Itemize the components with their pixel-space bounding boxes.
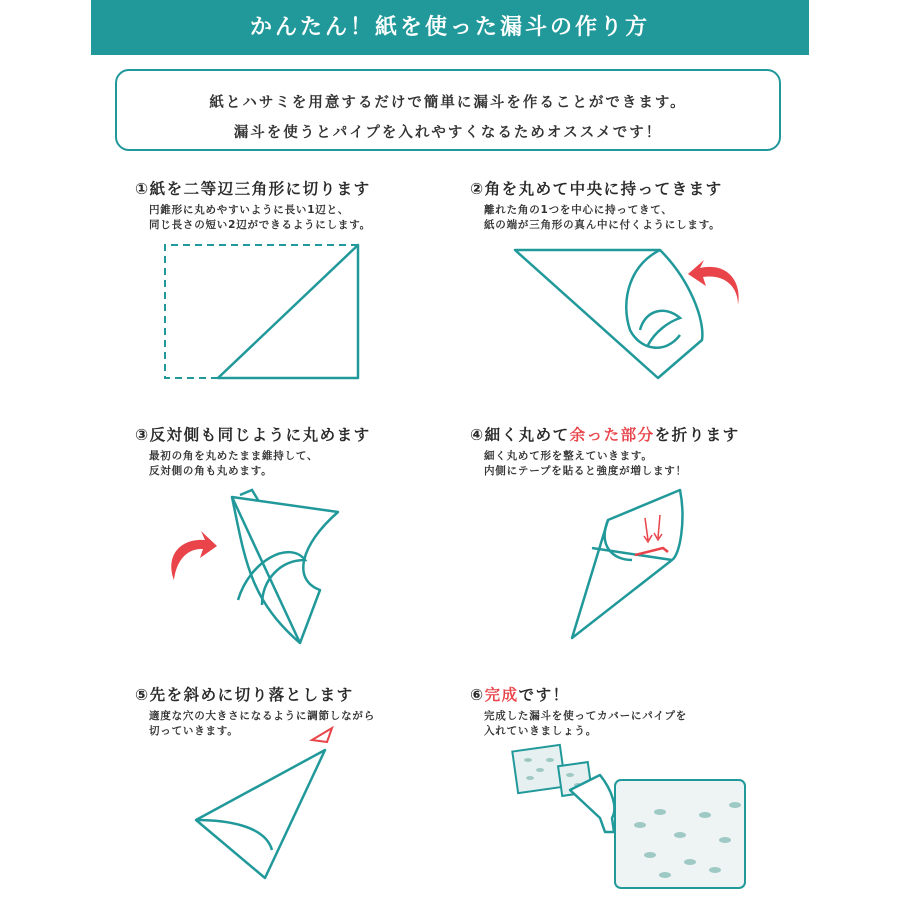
step-1-desc-line-1: 円錐形に丸めやすいように長い1辺と、 [149,204,350,216]
step-2-desc-line-2: 紙の端が三角形の真ん中に付くようにします。 [484,219,721,231]
step-6-desc-line-1: 完成した漏斗を使ってカバーにパイプを [484,710,688,722]
step-5-desc-line-2: 切っていきます。 [149,725,239,737]
step-5-title: ⑤先を斜めに切り落とします [135,686,354,704]
step-4-title-highlight: 余った部分 [569,426,655,444]
step-1-desc-line-2: 同じ長さの短い2辺ができるようにします。 [149,219,371,231]
intro-line-1: 紙とハサミを用意するだけで簡単に漏斗を作ることができます。 [209,95,687,111]
step-2-desc-line-1: 離れた角の1つを中心に持ってきて、 [484,204,673,216]
step-6-desc-line-2: 入れていきましょう。 [484,725,597,737]
step-6-title-suffix: です！ [518,686,570,704]
step-3-title: ③反対側も同じように丸めます [135,426,371,444]
step-1-title: ①紙を二等辺三角形に切ります [135,180,371,198]
step-4-title-suffix: を折ります [654,426,740,444]
step-6-title-highlight: 完成 [484,686,519,704]
step-4-desc-line-1: 細く丸めて形を整えていきます。 [484,450,653,462]
step-3-desc-line-2: 反対側の角も丸めます。 [149,465,273,477]
intro-line-2: 漏斗を使うとパイプを入れやすくなるためオススメです！ [233,125,663,141]
page-title: かんたん！紙を使った漏斗の作り方 [91,0,809,55]
step-2-title: ②角を丸めて中央に持ってきます [470,180,723,198]
step-4-desc-line-2: 内側にテープを貼ると強度が増します！ [484,465,687,477]
step-5-desc-line-1: 適度な穴の大きさになるように調節しながら [149,710,375,722]
step-3-desc-line-1: 最初の角を丸めたまま維持して、 [149,450,319,462]
step-6-title-prefix: ⑥ [470,686,485,704]
step-4-title-prefix: ④細く丸めて [470,426,570,444]
